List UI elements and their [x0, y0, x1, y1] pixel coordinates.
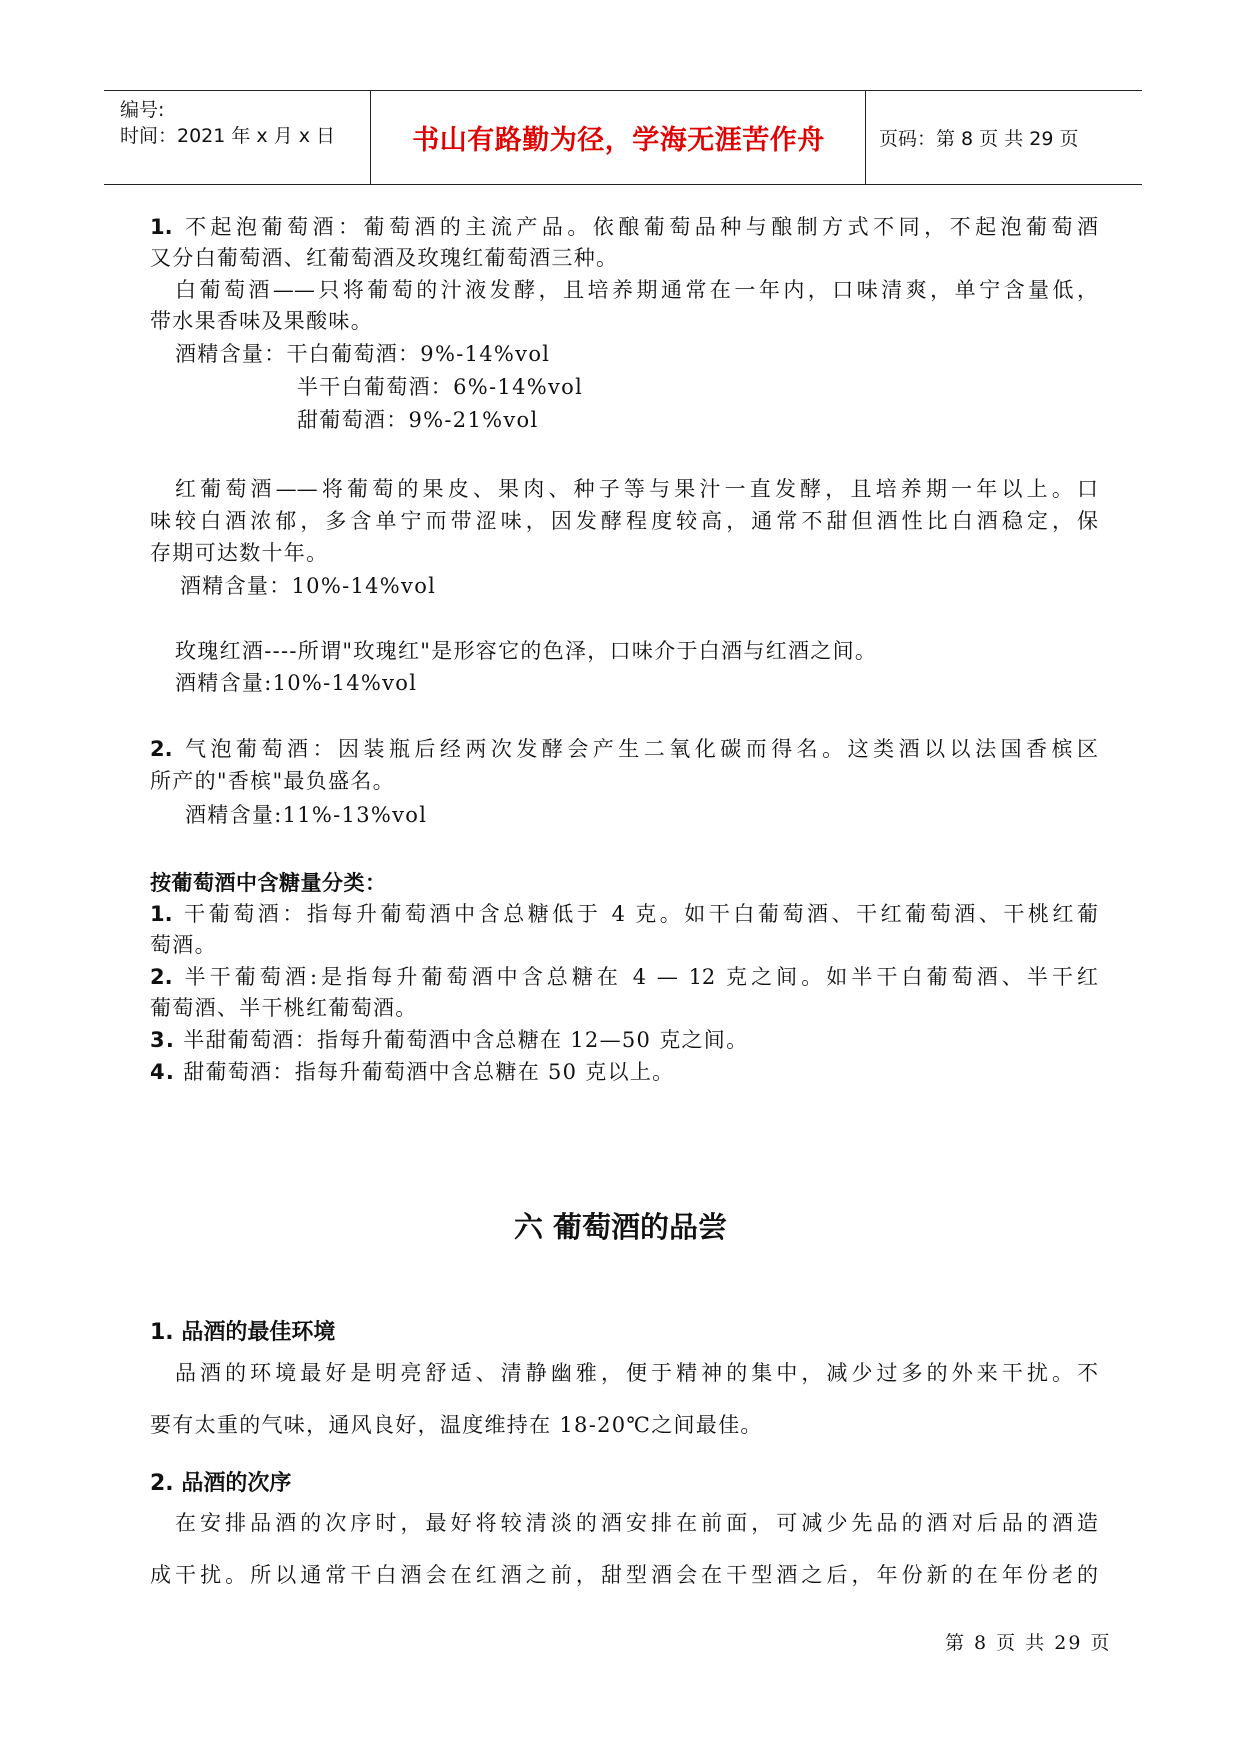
- paragraph-line: 在安排品酒的次序时，最好将较清淡的酒安排在前面，可减少先品的酒对后品的酒造: [175, 1511, 1098, 1535]
- number-label: 编号:: [120, 99, 165, 121]
- subheading: 1. 品酒的最佳环境: [150, 1320, 336, 1345]
- alcohol-content: 酒精含量：10%-14%vol: [180, 574, 437, 598]
- sugar-item-cont: 葡萄酒、半干桃红葡萄酒。: [150, 996, 418, 1020]
- sugar-item: [150, 1057, 1098, 1087]
- still-wine-line: 又分白葡萄酒、红葡萄酒及玫瑰红葡萄酒三种。: [150, 246, 619, 270]
- alcohol-content: 酒精含量:11%-13%vol: [185, 803, 428, 827]
- alcohol-content: 甜葡萄酒：9%-21%vol: [297, 408, 539, 432]
- still-wine-line: [150, 212, 1098, 242]
- alcohol-content: 酒精含量:10%-14%vol: [175, 671, 418, 695]
- header-meta-cell: [104, 91, 370, 184]
- list-number: 2.: [150, 965, 173, 989]
- white-wine-line: 带水果香味及果酸味。: [150, 309, 373, 333]
- paragraph-text: 半干葡萄酒:是指每升葡萄酒中含总糖在 4 — 12 克之间。如半干白葡萄酒、半干红: [180, 965, 1098, 989]
- list-number: 1.: [150, 215, 173, 239]
- paragraph-text: 甜葡萄酒：指每升葡萄酒中含总糖在 50 克以上。: [183, 1060, 675, 1084]
- paragraph-text: 干葡萄酒：指每升葡萄酒中含总糖低于 4 克。如干白葡萄酒、干红葡萄酒、干桃红葡: [180, 902, 1098, 926]
- section-title: 六 葡萄酒的品尝: [513, 1210, 728, 1244]
- list-number: 2.: [150, 737, 173, 761]
- sugar-item: [150, 899, 1098, 929]
- page-header: [104, 90, 1142, 185]
- alcohol-content: 酒精含量：干白葡萄酒：9%-14%vol: [175, 342, 551, 366]
- paragraph-line: 成干扰。所以通常干白酒会在红酒之前，甜型酒会在干型酒之后，年份新的在年份老的: [150, 1563, 1098, 1587]
- alcohol-content: 半干白葡萄酒：6%-14%vol: [297, 375, 584, 399]
- white-wine-line: 白葡萄酒——只将葡萄的汁液发酵，且培养期通常在一年内，口味清爽，单宁含量低，: [175, 278, 1098, 302]
- list-number: 3.: [150, 1028, 176, 1052]
- header-motto: 书山有路勤为径，学海无涯苦作舟: [412, 125, 825, 156]
- rose-wine-line: 玫瑰红酒----所谓"玫瑰红"是形容它的色泽，口味介于白酒与红酒之间。: [175, 639, 878, 663]
- red-wine-line: 红葡萄酒——将葡萄的果皮、果肉、种子等与果汁一直发酵，且培养期一年以上。口: [175, 477, 1098, 501]
- header-page-label: 页码：第 8 页 共 29 页: [879, 128, 1079, 150]
- sugar-heading: 按葡萄酒中含糖量分类：: [150, 871, 387, 895]
- time-label: 时间：2021 年 x 月 x 日: [120, 125, 336, 147]
- red-wine-line: 味较白酒浓郁，多含单宁而带涩味，因发酵程度较高，通常不甜但酒性比白酒稳定，保: [150, 509, 1098, 533]
- red-wine-line: 存期可达数十年。: [150, 541, 329, 565]
- paragraph-line: 要有太重的气味，通风良好，温度维持在 18-20℃之间最佳。: [150, 1413, 763, 1437]
- header-divider: [370, 91, 371, 184]
- page-footer: 第 8 页 共 29 页: [945, 1632, 1112, 1654]
- sugar-item: [150, 1025, 1098, 1055]
- paragraph-text: 半甜葡萄酒：指每升葡萄酒中含总糖在 12—50 克之间。: [183, 1028, 749, 1052]
- paragraph-text: 不起泡葡萄酒：葡萄酒的主流产品。依酿葡萄品种与酿制方式不同，不起泡葡萄酒: [180, 215, 1098, 239]
- paragraph-line: 品酒的环境最好是明亮舒适、清静幽雅，便于精神的集中，减少过多的外来干扰。不: [175, 1361, 1098, 1385]
- header-divider: [865, 91, 866, 184]
- list-number: 4.: [150, 1060, 176, 1084]
- sugar-item-cont: 萄酒。: [150, 933, 217, 957]
- sparkling-wine-line: [150, 734, 1098, 764]
- sparkling-wine-line: 所产的"香槟"最负盛名。: [150, 769, 395, 793]
- subheading: 2. 品酒的次序: [150, 1471, 292, 1496]
- sugar-item: [150, 962, 1098, 992]
- list-number: 1.: [150, 902, 173, 926]
- paragraph-text: 气泡葡萄酒：因装瓶后经两次发酵会产生二氧化碳而得名。这类酒以以法国香槟区: [180, 737, 1098, 761]
